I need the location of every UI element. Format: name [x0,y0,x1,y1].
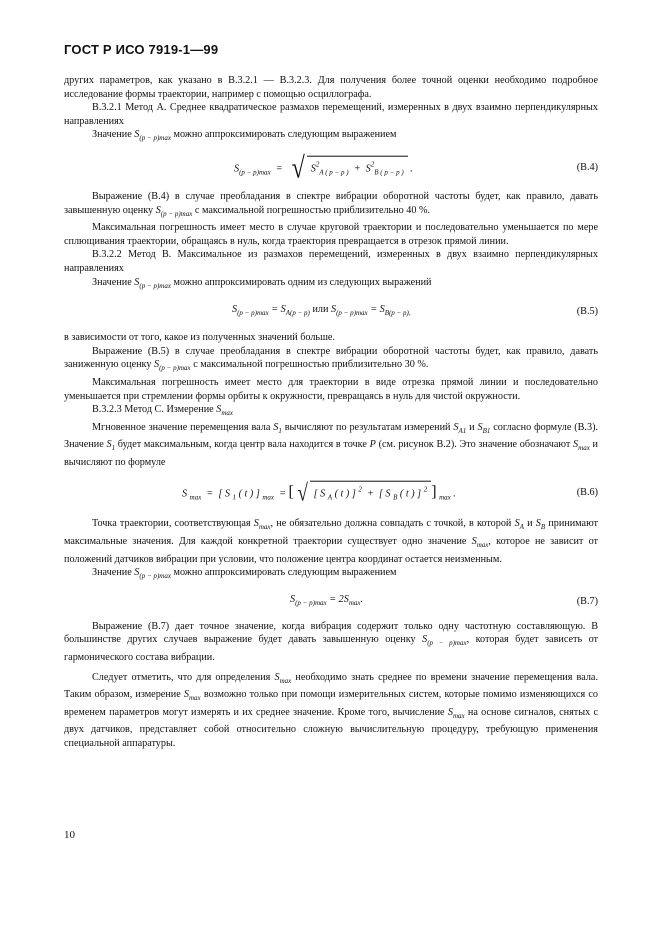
paragraph-method-c: В.3.2.3 Метод С. Измерение $S_{max}$ [92,404,234,418]
document-body [64,74,598,751]
equation-number: (В.5) [576,306,598,318]
paragraph: других параметров, как указано в В.3.2.1 — В.3.2.3. Для получения более точной оценки необходимо подробное исследование формы траектории, например с помощью осциллографа. [64,75,598,100]
paragraph: в зависимости от того, какое из полученных значений больше. [64,332,335,344]
equation-b4: $S_{(p - p)max}$ = √ $S^2_{A ( p - p )} + S^2_{B ( p - p )}$ . (В.4) [234,151,598,185]
page-number: 10 [64,829,75,841]
equation-b6: S $_{max}$ = [ S $_1$ ( t ) ] $_{max}$ = [ √ [ S $_A$ ( t ) ] $^2$ + [ S $_B$ ( t ) ] $^2$ ] $_{max}$ . (В.6) [182,481,598,508]
paragraph-method-b: В.3.2.2 Метод В. Максимальное из размахов перемещений, измеренных в двух взаимно перпендикулярных направлениях [64,249,598,274]
paragraph: Выражение (В.7) дает точное значение, когда вибрация содержит только одну частотную составляющую. В большинстве других случаев выражение будет давать завышенную оценку $S_{(p - p)max}$, которая будет зависеть от гармонического состава вибрации. [64,620,598,664]
paragraph: Мгновенное значение перемещения вала $S_1$ вычисляют по результатам измерений $S_{A1}$ и $S_{B1}$ согласно формуле (В.3). Значение $S_1$ будет максимальным, когда центр вала находится в точке P (см. рисунок В.2). Это значение обозначают $S_{max}$ и вычисляют по формуле [64,421,599,468]
paragraph: Следует отметить, что для определения $S_{max}$ необходимо знать среднее по времени значение перемещения вала. Таким образом, измерение $S_{max}$ возможно только при помощи измерительных систем, которые помимо изменяющихся со временем параметров могут измерять и их среднее значение. Кроме того, вычисление $S_{max}$ на основе сигналов, снятых с двух датчиков, представляет собой относительно сложную вычислительную процедуру, требующую применения специальной аппаратуры. [64,671,598,749]
equation-number: (В.6) [576,487,598,499]
equation-number: (В.4) [576,162,598,174]
paragraph: Максимальная погрешность имеет место в случае круговой траектории и последовательно уменьшается по мере сплющивания траектории, обращаясь в нуль, когда траектория превращается в отрезок прямой линии. [64,222,598,247]
paragraph: Выражение (В.5) в случае преобладания в спектре вибрации оборотной частоты будет, как правило, давать заниженную оценку $S_{(p - p)max}$ с максимальной погрешностью приблизительно 30 %. [64,345,598,373]
equation-b7: $S_{(p - p)max} = 2S_{max}$. (В.7) [290,594,598,608]
paragraph: Значение $S_{(p - p)max}$ можно аппроксимировать одним из следующих выражений [92,276,432,290]
equation-b5: $S_{(p - p)max} = S_{A(p - p)}$ или $S_{(p - p)max} = S_{B(p - p),}$ (В.5) [232,304,598,318]
paragraph-method-a: В.3.2.1 Метод А. Среднее квадратическое размахов перемещений, измеренных в двух взаимно перпендикулярных направлениях [64,102,598,127]
paragraph: Выражение (В.4) в случае преобладания в спектре вибрации оборотной частоты будет, как правило, давать завышенную оценку $S_{(p - p)max}$ с максимальной погрешностью приблизительно 40 %. [64,190,598,218]
paragraph: Значение $S_{(p - p)max}$ можно аппроксимировать следующим выражением [92,567,397,581]
document-header: ГОСТ Р ИСО 7919-1—99 [64,42,219,57]
equation-number: (В.7) [576,596,598,608]
paragraph: Значение $S_{(p - p)max}$ можно аппроксимировать следующим выражением [92,129,397,143]
paragraph: Максимальная погрешность имеет место для траектории в виде отрезка прямой линии и последовательно уменьшается при стремлении формы орбиты к окружности, превращаясь в нуль для чистой окружности. [64,376,598,402]
paragraph: Точка траектории, соответствующая $S_{max}$, не обязательно должна совпадать с точкой, в которой $S_A$ и $S_B$ принимают максимальные значения. Для каждой конкретной траектории существует одно значение $S_{max}$, которое не зависит от положений датчиков вибрации при условии, что положение центра координат остается неизменным. [64,518,599,565]
